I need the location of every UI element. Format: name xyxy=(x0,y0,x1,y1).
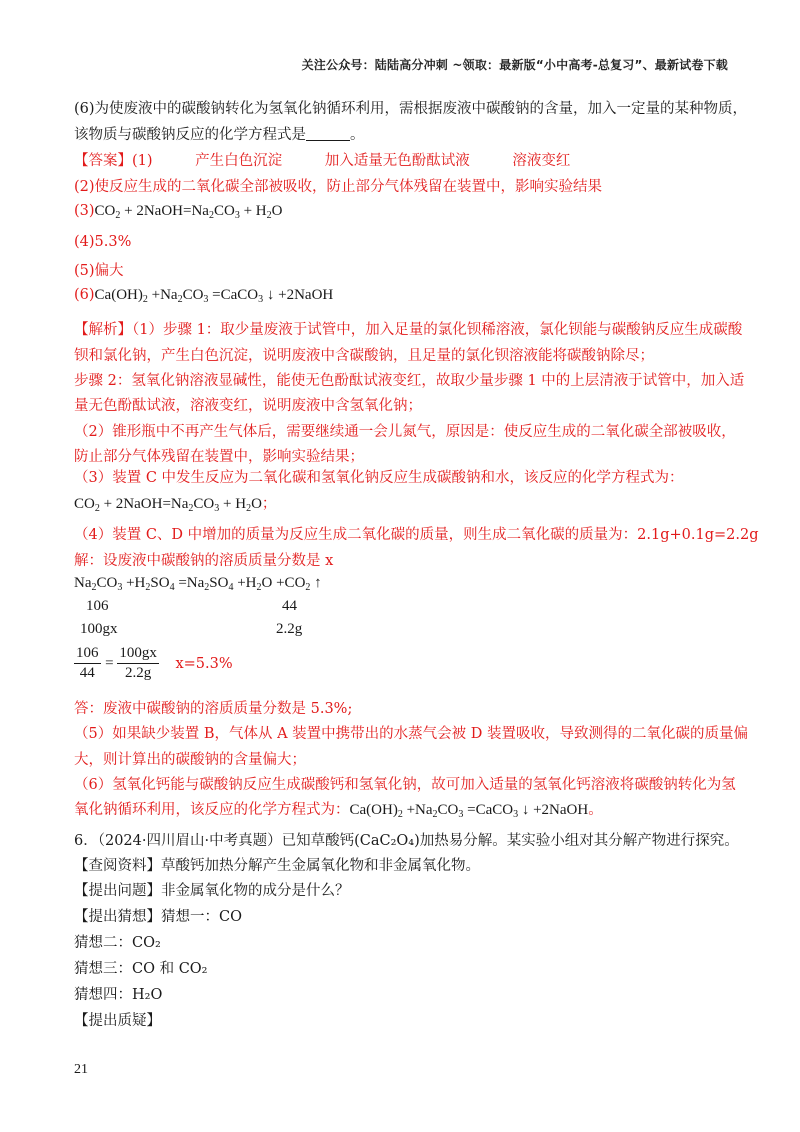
result-x: x=5.3% xyxy=(175,655,233,672)
frac-right-den: 2.2g xyxy=(124,665,152,681)
calc-equation: $Na_2CO_3 +H_2SO_4 =Na_2SO_4 +H_2O +CO_2$ ↑ xyxy=(74,575,322,593)
q6-guess4: 猜想四：H₂O xyxy=(74,987,163,1003)
answer-4: (4)5.3% xyxy=(74,234,132,250)
equation-caoh2-na2co3: $Ca(OH)_2 +Na_2CO_3$ =CaCO$_3$ ↓ +2NaOH xyxy=(94,287,334,305)
frac-right-num: 100gx xyxy=(117,645,159,664)
analysis-p1-line3: 步骤 2：氢氧化钠溶液显碱性，能使无色酚酞试液变红，故取少量步骤 1 中的上层清液于试管中，加入适 xyxy=(74,373,745,389)
q6-guess2: 猜想二：CO₂ xyxy=(74,935,161,951)
analysis-p5-line1: （5）如果缺少装置 B，气体从 A 装置中携带出的水蒸气会被 D 装置吸收，导致测得的二氧化碳的质量偏 xyxy=(74,726,749,742)
analysis-p1-line2: 钡和氯化钠，产生白色沉淀，说明废液中含碳酸钠，且足量的氯化钡溶液能将碳酸钠除尽； xyxy=(74,348,654,364)
answer-3-label: (3) xyxy=(74,203,95,219)
answer-2: (2)使反应生成的二氧化碳全部被吸收，防止部分气体残留在装置中，影响实验结果 xyxy=(74,179,603,195)
fraction-right xyxy=(117,645,159,682)
calc-2-2g: 2.2g xyxy=(276,621,303,637)
q6-guess3: 猜想三：CO 和 CO₂ xyxy=(74,961,208,977)
analysis-p1-line4: 量无色酚酞试液，溶液变红，说明废液中含氢氧化钠； xyxy=(74,398,422,414)
frac-left-num: 106 xyxy=(74,645,101,664)
q6-stem-line1: (6)为使废液中的碳酸钠转化为氢氧化钠循环利用，需根据废液中碳酸钠的含量，加入一定量的某种物质， xyxy=(74,101,748,117)
answer-6 xyxy=(74,287,333,305)
page-header: 关注公众号：陆陆高分冲刺 ~领取：最新版“小中高考-总复习”、最新试卷下载 xyxy=(301,58,728,72)
q6-stem: 6．（2024·四川眉山·中考真题）已知草酸钙(CaC₂O₄)加热易分解。某实验小组对其分解产物进行探究。 xyxy=(74,833,739,849)
page-number: 21 xyxy=(74,1062,88,1077)
q6-consult: 【查阅资料】草酸钙加热分解产生金属氧化物和非金属氧化物。 xyxy=(74,858,480,874)
q6-doubt: 【提出质疑】 xyxy=(74,1013,161,1029)
equation-co2-naoh: $CO_2$ + $2NaOH=Na_2CO_3 + H_2O$ xyxy=(94,203,283,221)
calc-100gx: 100gx xyxy=(80,621,118,637)
q6-stem-line2: 该物质与碳酸钠反应的化学方程式是 。 xyxy=(74,127,365,143)
q6-problem: 【提出问题】非金属氧化物的成分是什么？ xyxy=(74,883,350,899)
proportion-line: $\frac{106}{44}$ = $\frac{100gx}{2.2g}$ x=5.3% xyxy=(76,645,233,681)
q6-stem-text: 该物质与碳酸钠反应的化学方程式是 xyxy=(74,127,306,143)
analysis-p1-line1: 【解析】（1）步骤 1：取少量废液于试管中，加入足量的氯化钡稀溶液，氯化钡能与碳酸钠反应生成碳酸 xyxy=(74,322,743,338)
q6-guess1: 【提出猜想】猜想一：CO xyxy=(74,909,242,925)
answer-1-3: 溶液变红 xyxy=(512,153,571,169)
calc-44: 44 xyxy=(282,598,297,614)
answer-1-1: 产生白色沉淀 xyxy=(195,153,283,169)
calc-106: 106 xyxy=(86,598,109,614)
frac-left-den: 44 xyxy=(79,665,95,681)
analysis-p5-line2: 大，则计算出的碳酸钠的含量偏大； xyxy=(74,752,306,768)
analysis-p3-equation: $CO_2$ + $2NaOH=Na_2CO_3 + H_2O$； xyxy=(74,496,277,514)
analysis-p2-line2: 防止部分气体残留在装置中，影响实验结果； xyxy=(74,449,364,465)
equation-co2-naoh-2: $CO_2$ + $2NaOH=Na_2CO_3 + H_2O$ xyxy=(74,496,262,514)
answer-blank xyxy=(306,126,350,141)
answer-6-label: (6) xyxy=(74,287,95,303)
analysis-answer-line: 答：废液中碳酸钠的溶质质量分数是 5.3%; xyxy=(74,701,353,717)
answer-5: (5)偏大 xyxy=(74,263,124,279)
analysis-p6-text: 氧化钠循环利用，该反应的化学方程式为： xyxy=(74,802,350,818)
analysis-p2-line1: （2）锥形瓶中不再产生气体后，需要继续通一会儿氮气，原因是：使反应生成的二氧化碳全部被吸收， xyxy=(74,424,736,440)
analysis-p4-line1: （4）装置 C、D 中增加的质量为反应生成二氧化碳的质量，则生成二氧化碳的质量为：2.1g+0.1g=2.2g xyxy=(74,527,759,543)
answer-1-2: 加入适量无色酚酞试液 xyxy=(324,153,470,169)
answer-line-1 xyxy=(74,149,570,170)
fraction-left xyxy=(74,645,101,682)
answer-label: 【答案】(1) xyxy=(74,153,153,169)
equation-caoh2-na2co3-2: $Ca(OH)_2 +Na_2CO_3$ =CaCO$_3$ ↓ +2NaOH xyxy=(349,802,589,820)
analysis-p6-line1: （6）氢氧化钙能与碳酸钠反应生成碳酸钙和氢氧化钠，故可加入适量的氢氧化钙溶液将碳酸钠转化为氢 xyxy=(74,777,736,793)
analysis-p3-line1: （3）装置 C 中发生反应为二氧化碳和氢氧化钠反应生成碳酸钠和水，该反应的化学方程式为： xyxy=(74,470,684,486)
analysis-p4-line2: 解：设废液中碳酸钠的溶质质量分数是 x xyxy=(74,553,334,569)
analysis-p6-line2: 氧化钠循环利用，该反应的化学方程式为：$Ca(OH)_2 +Na_2CO_3$ =CaCO$_3$ ↓ +2NaOH。 xyxy=(74,802,603,820)
answer-3 xyxy=(74,203,282,221)
